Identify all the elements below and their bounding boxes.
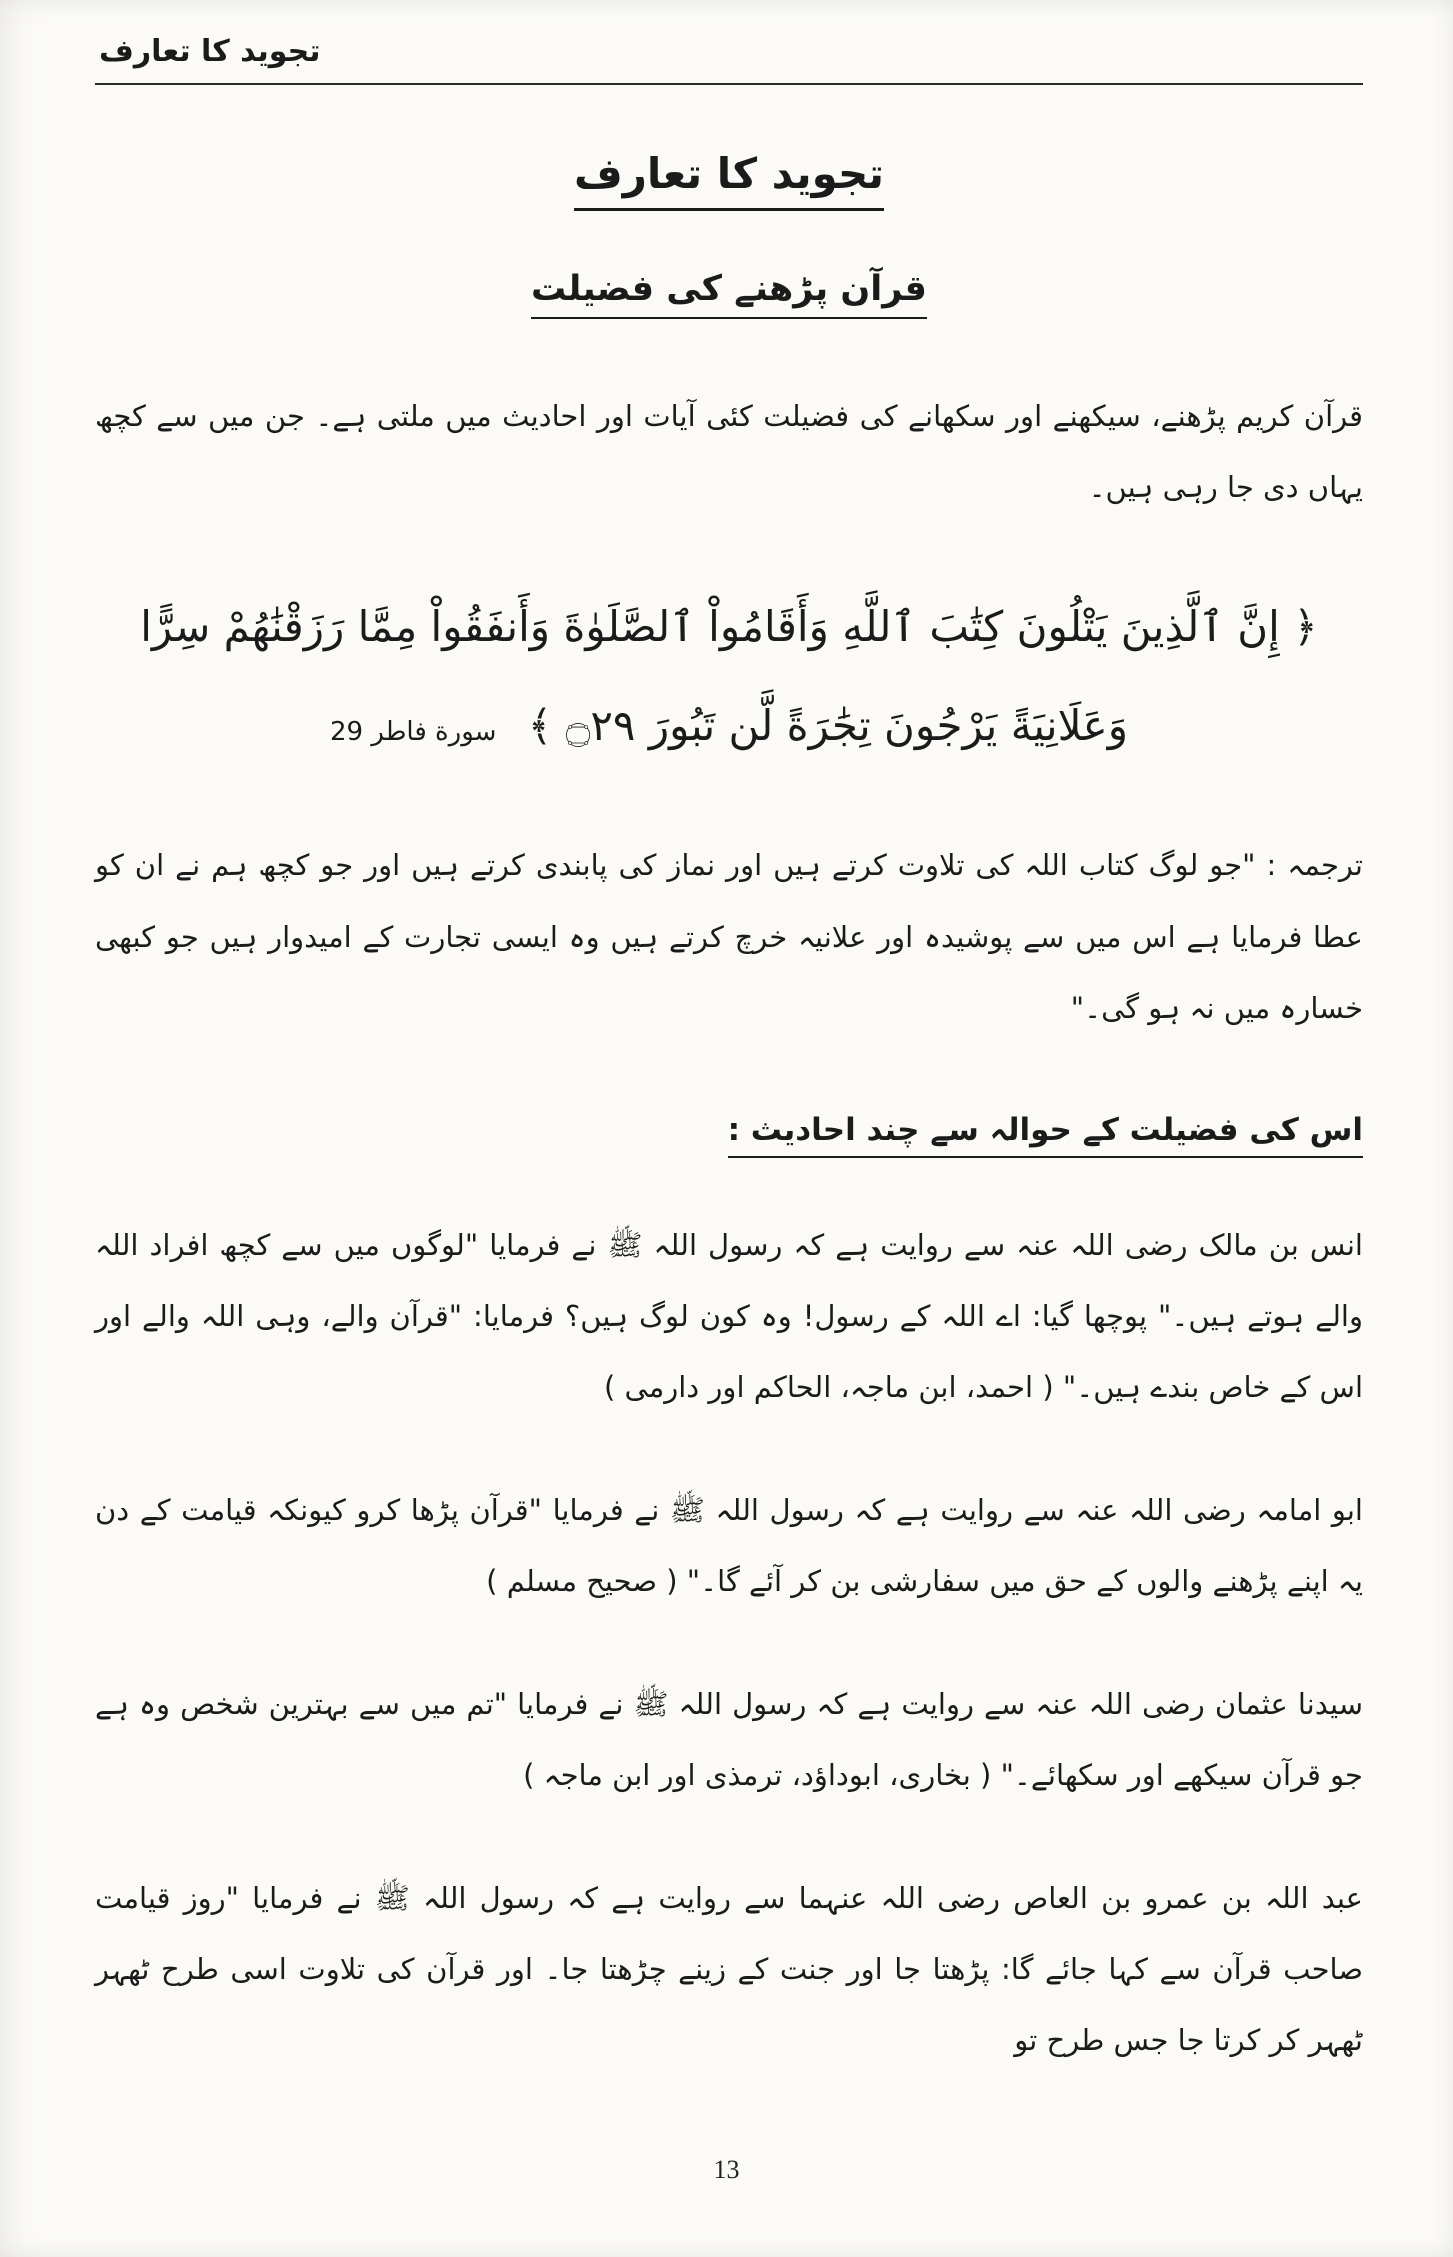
running-header: تجويد کا تعارف — [99, 34, 321, 69]
intro-paragraph: قرآن کریم پڑھنے، سیکھنے اور سکھانے کی فضیلت کئی آیات اور احادیث میں ملتی ہے۔ جن میں سے کچھ یہاں دی جا رہی ہیں۔ — [95, 399, 1363, 505]
page-number: 13 — [713, 2155, 740, 2184]
hadith-paragraph-4: عبد اللہ بن عمرو بن العاص رضی اللہ عنہما سے روایت ہے کہ رسول اللہ ﷺ نے فرمایا "روز قیامت صاحب قرآن سے کہا جائے گا: پڑھتا جا اور جنت کے زینے چڑھتا جا۔ اور قرآن کی تلاوت اسی طرح ٹھہر ٹھہر کر کرتا جا جس طرح تو — [95, 1880, 1363, 2058]
section-title: قرآن پڑھنے کی فضیلت — [531, 269, 927, 319]
verse-arabic-text: ﴿ إِنَّ ٱلَّذِينَ يَتْلُونَ كِتَٰبَ ٱللَّهِ وَأَقَامُواْ ٱلصَّلَوٰةَ وَأَنفَقُواْ مِمَّا رَزَقْنَٰهُمْ سِرًّا وَعَلَانِيَةً يَرْجُونَ تِجَٰرَةً لَّن تَبُورَ ۝٢٩ ﴾ — [140, 602, 1318, 750]
page-title: تجويد کا تعارف — [574, 149, 884, 211]
hadith-paragraph-1: انس بن مالک رضی اللہ عنہ سے روایت ہے کہ رسول اللہ ﷺ نے فرمایا "لوگوں میں سے کچھ افراد اللہ والے ہوتے ہیں۔" پوچھا گیا: اے اللہ کے رسول! وہ کون لوگ ہیں؟ فرمایا: "قرآن والے، وہی اللہ والے اور اس کے خاص بندے ہیں۔" ( احمد، ابن ماجہ، الحاکم اور دارمی ) — [95, 1227, 1363, 1404]
title-wrap — [95, 131, 1363, 211]
hadith-heading-wrap — [95, 1112, 1363, 1158]
hadith-section-heading: اس کی فضیلت کے حوالہ سے چند احادیث : — [728, 1112, 1363, 1158]
hadith-paragraph-3: سیدنا عثمان رضی اللہ عنہ سے روایت ہے کہ رسول اللہ ﷺ نے فرمایا "تم میں سے بہترین شخص وہ ہے جو قرآن سیکھے اور سکھائے۔" ( بخاری، ابوداؤد، ترمذی اور ابن ماجہ ) — [95, 1686, 1363, 1792]
quran-verse — [135, 578, 1323, 775]
page-header — [95, 28, 1363, 85]
verse-reference: سورة فاطر 29 — [330, 716, 497, 747]
translation-paragraph: ترجمہ : "جو لوگ کتاب اللہ کی تلاوت کرتے ہیں اور نماز کی پابندی کرتے ہیں اور جو کچھ ہم نے ان کو عطا فرمایا ہے اس میں سے پوشیدہ اور علانیہ خرچ کرتے ہیں وہ ایسی تجارت کے امیدوار ہیں جو کبھی خسارہ میں نہ ہو گی۔" — [95, 848, 1363, 1025]
subtitle-wrap — [95, 211, 1363, 319]
header-rule — [95, 83, 1363, 85]
hadith-paragraph-2: ابو امامہ رضی اللہ عنہ سے روایت ہے کہ رسول اللہ ﷺ نے فرمایا "قرآن پڑھا کرو کیونکہ قیامت کے دن یہ اپنے پڑھنے والوں کے حق میں سفارشی بن کر آئے گا۔" ( صحیح مسلم ) — [95, 1492, 1363, 1598]
page-body — [95, 131, 1363, 2076]
